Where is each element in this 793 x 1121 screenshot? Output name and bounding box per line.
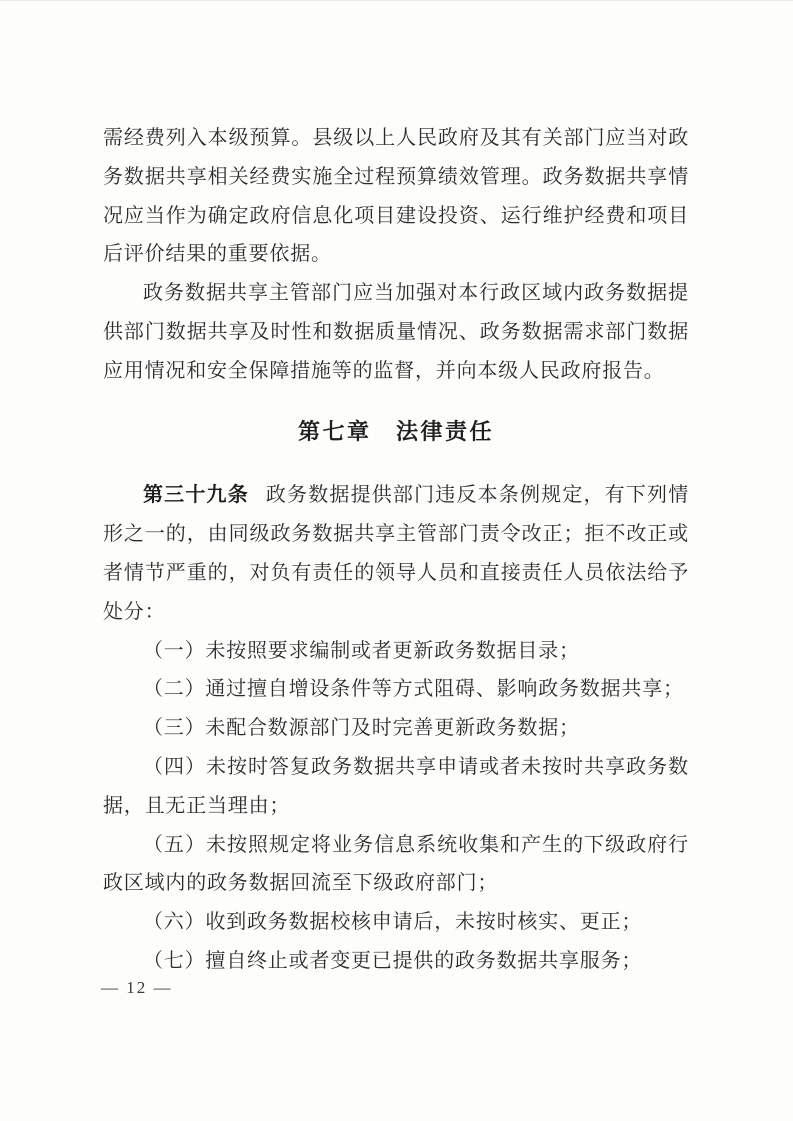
document-text-column xyxy=(103,119,689,981)
paragraph-budget-continuation: 需经费列入本级预算。县级以上人民政府及其有关部门应当对政务数据共享相关经费实施全过程预算绩效管理。政务数据共享情况应当作为确定政府信息化项目建设投资、运行维护经费和项目后评价结果的重要依据。 xyxy=(103,127,689,266)
chapter-heading: 第七章 法律责任 xyxy=(297,418,494,444)
violation-item-4: （四）未按时答复政务数据共享申请或者未按时共享政务数据，且无正当理由； xyxy=(103,755,689,817)
violation-item-7: （七）擅自终止或者变更已提供的政务数据共享服务； xyxy=(143,949,643,972)
violation-item-6: （六）收到政务数据校核申请后，未按时核实、更正； xyxy=(143,911,643,934)
page-number: — 12 — xyxy=(101,978,173,997)
violations-list xyxy=(103,632,689,981)
violation-item-3: （三）未配合数源部门及时完善更新政务数据； xyxy=(143,717,580,740)
article-body: 政务数据提供部门违反本条例规定，有下列情形之一的，由同级政务数据共享主管部门责令改正；拒不改正或者情节严重的，对负有责任的领导人员和直接责任人员依法给予处分： xyxy=(103,484,689,623)
violation-item-1: （一）未按照要求编制或者更新政务数据目录； xyxy=(143,639,580,662)
violation-item-5: （五）未按照规定将业务信息系统收集和产生的下级政府行政区域内的政务数据回流至下级政府部门； xyxy=(103,833,689,895)
violation-item-2: （二）通过擅自增设条件等方式阻碍、影响政务数据共享； xyxy=(143,678,684,701)
article-number: 第三十九条 xyxy=(143,484,249,507)
paragraph-supervision: 政务数据共享主管部门应当加强对本行政区域内政务数据提供部门数据共享及时性和数据质量情况、政务数据需求部门数据应用情况和安全保障措施等的监督，并向本级人民政府报告。 xyxy=(103,282,689,382)
article-39-paragraph xyxy=(103,476,689,631)
